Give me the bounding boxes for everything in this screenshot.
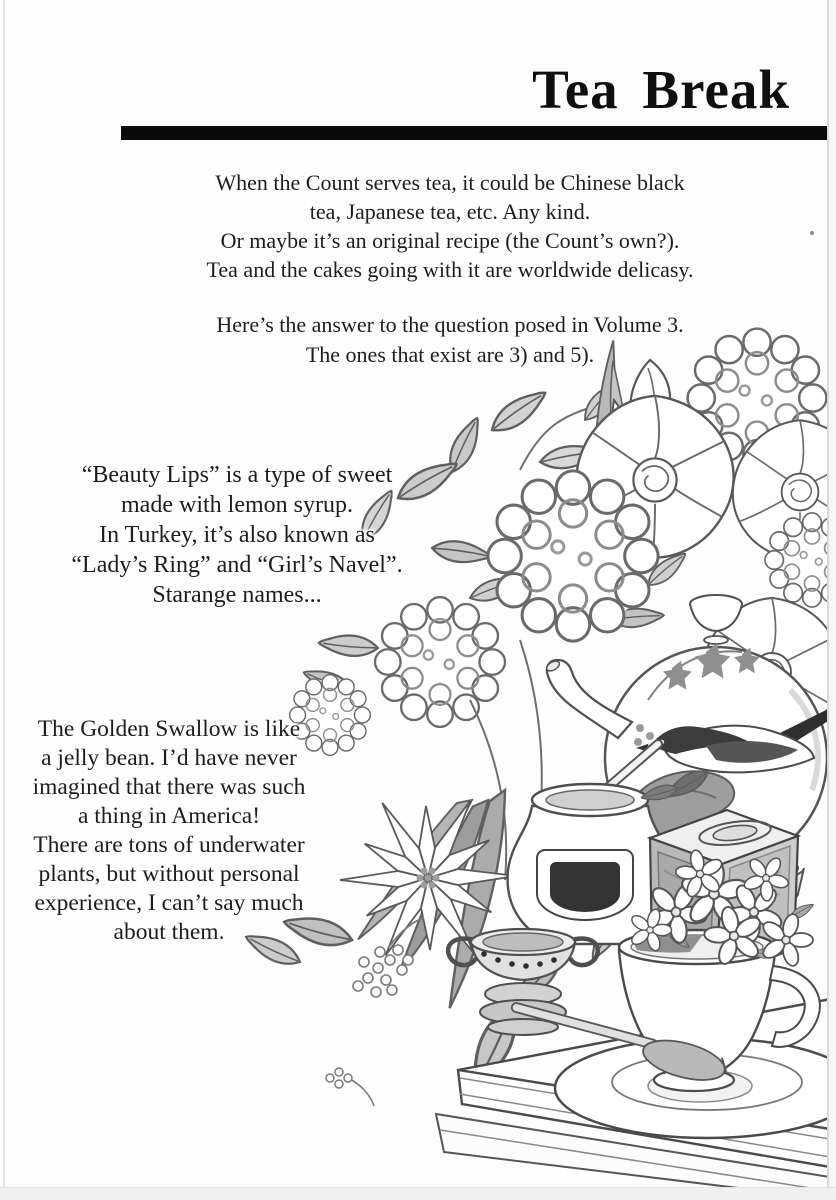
page-title: Tea Break: [532, 59, 790, 120]
paragraph-tea-varieties: [64, 168, 836, 284]
text-line: Starange names...: [152, 582, 322, 608]
text-line: plants, but without personal: [38, 861, 300, 887]
text-line: experience, I can’t say much: [34, 890, 304, 916]
scan-edge-right-strip: [829, 0, 836, 1200]
text-line: The Golden Swallow is like: [37, 716, 301, 742]
text-line: In Turkey, it’s also known as: [99, 522, 375, 548]
tiny-sprig: [326, 1068, 374, 1106]
paragraph-beauty-lips: [17, 460, 457, 610]
text-line: “Beauty Lips” is a type of sweet: [81, 462, 393, 488]
text-line: There are tons of underwater: [33, 832, 305, 858]
paragraph-golden-swallow: [8, 715, 330, 947]
title-rule: [121, 126, 829, 140]
text-line: Tea and the cakes going with it are worldwide delicasy.: [206, 257, 694, 282]
text-line: about them.: [113, 919, 225, 945]
text-line: tea, Japanese tea, etc. Any kind.: [309, 199, 591, 224]
paragraph-volume3-answer: [64, 310, 836, 370]
text-line: imagined that there was such: [32, 774, 306, 800]
text-line: a jelly bean. I’d have never: [41, 745, 297, 771]
text-line: The ones that exist are 3) and 5).: [305, 342, 595, 367]
scan-edge-left: [3, 0, 5, 1200]
text-line: When the Count serves tea, it could be Chinese black: [215, 170, 685, 195]
text-line: Here’s the answer to the question posed in Volume 3.: [216, 312, 684, 337]
text-line: “Lady’s Ring” and “Girl’s Navel”.: [71, 552, 403, 578]
text-line: made with lemon syrup.: [121, 492, 353, 518]
text-line: Or maybe it’s an original recipe (the Count’s own?).: [220, 228, 680, 253]
text-line: a thing in America!: [77, 803, 261, 829]
scan-footer-bar: [0, 1187, 836, 1200]
